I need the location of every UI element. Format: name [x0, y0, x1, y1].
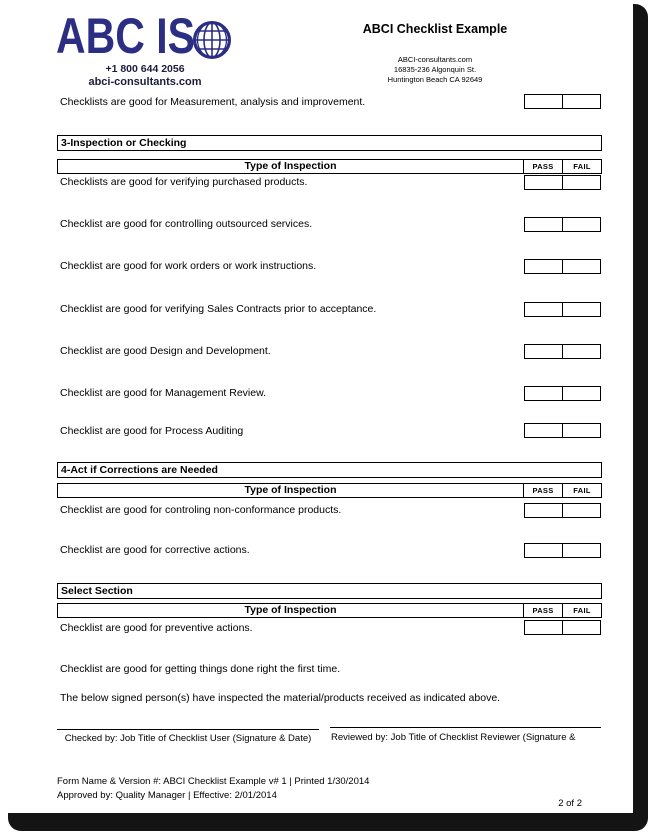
pass-fail-boxes	[524, 94, 602, 109]
reviewed-by-signature-line[interactable]	[330, 727, 601, 728]
pass-box[interactable]	[524, 620, 563, 635]
checklist-row-text: Checklist are good for controlling outsourced services.	[60, 218, 313, 230]
pass-fail-boxes	[524, 620, 602, 635]
fail-box[interactable]	[562, 94, 601, 109]
section-title-bar: 3-Inspection or Checking	[57, 135, 602, 151]
pass-box[interactable]	[524, 94, 563, 109]
pass-fail-boxes	[524, 217, 602, 232]
fail-box[interactable]	[562, 503, 601, 518]
pass-fail-boxes	[524, 344, 602, 359]
header-pass-label: PASS	[523, 484, 562, 497]
pass-box[interactable]	[524, 423, 563, 438]
footer-form-info: Form Name & Version #: ABCI Checklist Example v# 1 | Printed 1/30/2014	[57, 776, 370, 787]
page-number: 2 of 2	[558, 798, 582, 809]
closing-line: Checklist are good for getting things done right the first time.	[60, 663, 341, 675]
pass-box[interactable]	[524, 503, 563, 518]
logo-phone: +1 800 644 2056	[105, 63, 185, 75]
logo-website: abci-consultants.com	[88, 76, 202, 88]
section-title-bar: Select Section	[57, 583, 602, 599]
logo-wordmark: ABC IS	[56, 8, 195, 64]
pass-box[interactable]	[524, 302, 563, 317]
closing-line: The below signed person(s) have inspected the material/products received as indicated above.	[60, 692, 501, 704]
address-line: 16835-236 Algonquin St.	[393, 65, 477, 74]
pass-box[interactable]	[524, 344, 563, 359]
reviewed-by-label: Reviewed by: Job Title of Checklist Reviewer (Signature &	[331, 732, 576, 743]
inspection-table-header	[57, 483, 602, 498]
fail-box[interactable]	[562, 217, 601, 232]
checklist-row-text: Checklist are good for Management Review.	[60, 387, 267, 399]
header-pass-label: PASS	[523, 160, 562, 173]
globe-icon	[192, 20, 232, 60]
inspection-table-header	[57, 159, 602, 174]
header-type-label: Type of Inspection	[244, 484, 337, 496]
section-title-bar: 4-Act if Corrections are Needed	[57, 462, 602, 478]
checklist-row-text: Checklists are good for verifying purchased products.	[60, 176, 308, 188]
fail-box[interactable]	[562, 302, 601, 317]
checklist-row-text: Checklist are good for verifying Sales Contracts prior to acceptance.	[60, 303, 377, 315]
header-type-label: Type of Inspection	[244, 604, 337, 616]
fail-box[interactable]	[562, 543, 601, 558]
inspection-table-header	[57, 603, 602, 618]
header-fail-label: FAIL	[562, 604, 601, 617]
pass-box[interactable]	[524, 217, 563, 232]
page-title: ABCI Checklist Example	[362, 22, 508, 36]
header-pass-label: PASS	[523, 604, 562, 617]
checklist-row-text: Checklist are good for work orders or work instructions.	[60, 260, 317, 272]
checked-by-signature-line[interactable]	[57, 729, 319, 730]
pass-fail-boxes	[524, 386, 602, 401]
checklist-row-text: Checklist are good for Process Auditing	[60, 425, 244, 437]
pass-fail-boxes	[524, 543, 602, 558]
header-fail-label: FAIL	[562, 484, 601, 497]
pass-box[interactable]	[524, 543, 563, 558]
fail-box[interactable]	[562, 175, 601, 190]
fail-box[interactable]	[562, 386, 601, 401]
checklist-row-text: Checklist are good for preventive actions.	[60, 622, 253, 634]
pass-box[interactable]	[524, 386, 563, 401]
checklist-row-text: Checklist are good for controling non-conformance products.	[60, 504, 342, 516]
pass-box[interactable]	[524, 175, 563, 190]
checklist-row-text: Checklists are good for Measurement, analysis and improvement.	[60, 96, 366, 108]
footer-approval-info: Approved by: Quality Manager | Effective: 2/01/2014	[57, 790, 277, 801]
checklist-row-text: Checklist are good for corrective actions.	[60, 544, 250, 556]
header-type-label: Type of Inspection	[244, 160, 337, 172]
pass-fail-boxes	[524, 423, 602, 438]
header-fail-label: FAIL	[562, 160, 601, 173]
checked-by-label: Checked by: Job Title of Checklist User (Signature & Date)	[64, 733, 312, 744]
pass-box[interactable]	[524, 259, 563, 274]
fail-box[interactable]	[562, 620, 601, 635]
fail-box[interactable]	[562, 259, 601, 274]
address-line: ABCI-consultants.com	[397, 55, 473, 64]
fail-box[interactable]	[562, 423, 601, 438]
address-line: Huntington Beach CA 92649	[387, 75, 483, 84]
fail-box[interactable]	[562, 344, 601, 359]
pass-fail-boxes	[524, 302, 602, 317]
company-address	[320, 55, 550, 85]
checklist-row-text: Checklist are good Design and Development.	[60, 345, 271, 357]
pass-fail-boxes	[524, 259, 602, 274]
pass-fail-boxes	[524, 503, 602, 518]
pass-fail-boxes	[524, 175, 602, 190]
